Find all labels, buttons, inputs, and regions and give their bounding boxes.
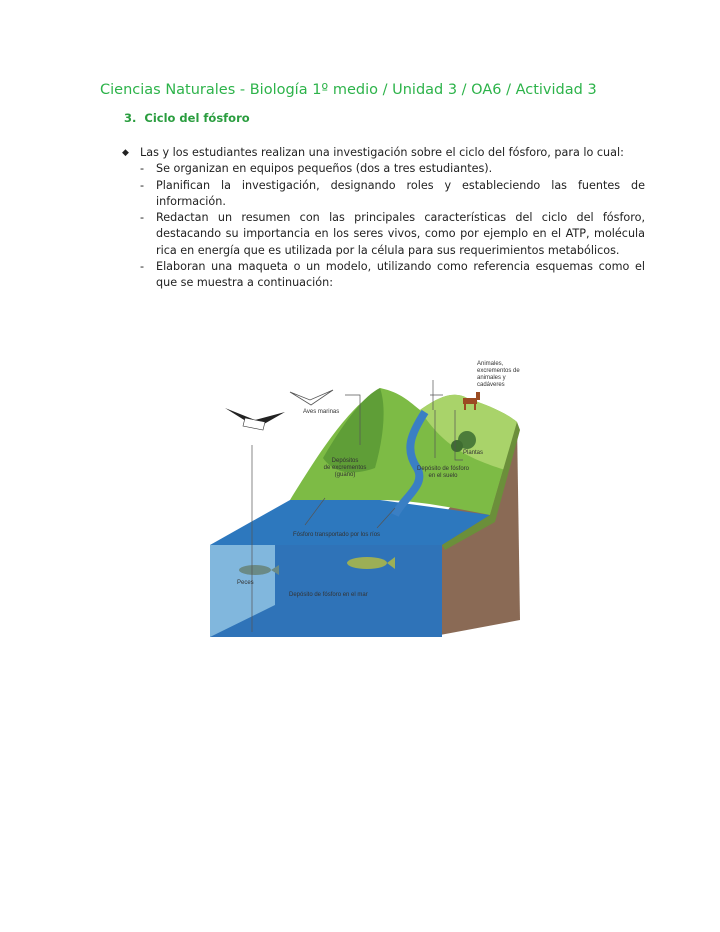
label-guano-1: Depósitos	[331, 458, 359, 464]
list-item: - Elaboran una maqueta o un modelo, utilizando como referencia esquemas como el que se muestra a continuación:	[140, 260, 645, 290]
label-birds: Aves marinas	[303, 409, 340, 415]
dash-icon: -	[140, 211, 145, 225]
section-heading	[124, 111, 250, 125]
seabird-icon	[225, 408, 285, 430]
label-sea: Depósito de fósforo en el mar	[289, 592, 368, 598]
list-item: - Se organizan en equipos pequeños (dos a tres estudiantes).	[140, 161, 645, 177]
dash-icon: -	[140, 162, 145, 176]
label-guano-3: (guano)	[334, 472, 356, 478]
diagram-svg	[205, 350, 525, 642]
label-soil-2: en el suelo	[428, 473, 458, 479]
seabird-icon	[290, 390, 333, 405]
activity-content	[120, 145, 645, 292]
label-plants: Plantas	[463, 450, 484, 456]
label-fish: Peces	[237, 580, 254, 586]
bullet-icon: ◆	[122, 148, 129, 158]
label-animals-2: excrementos de	[477, 368, 520, 374]
bullet-text: Las y los estudiantes realizan una investigación sobre el ciclo del fósforo, para lo cual:	[140, 146, 624, 159]
dash-icon: -	[140, 178, 145, 192]
phosphorus-cycle-diagram	[205, 350, 525, 642]
label-guano-2: de excrementos	[323, 465, 367, 471]
label-animals-1: Animales,	[477, 361, 504, 367]
label-animals-4: cadáveres	[477, 382, 505, 388]
label-rivers: Fósforo transportado por los ríos	[293, 532, 381, 538]
plant-icon	[451, 440, 463, 452]
section-number: 3.	[124, 111, 137, 125]
section-title: Ciclo del fósforo	[144, 111, 250, 125]
page-header: Ciencias Naturales - Biología 1º medio / Unidad 3 / OA6 / Actividad 3	[100, 82, 597, 98]
step-list	[140, 161, 645, 291]
label-animals-3: animales y	[477, 375, 506, 381]
label-soil-1: Depósito de fósforo	[416, 466, 470, 472]
list-item: - Planifican la investigación, designando roles y estableciendo las fuentes de información.	[140, 178, 645, 208]
bullet-item	[120, 145, 645, 161]
dash-icon: -	[140, 260, 145, 274]
list-item: - Redactan un resumen con las principales características del ciclo del fósforo, destacando su importancia en los seres vivos, como por ejemplo en el ATP, molécula rica en energía que es utilizada por la célula para sus requerimientos metabólicos.	[140, 211, 645, 257]
